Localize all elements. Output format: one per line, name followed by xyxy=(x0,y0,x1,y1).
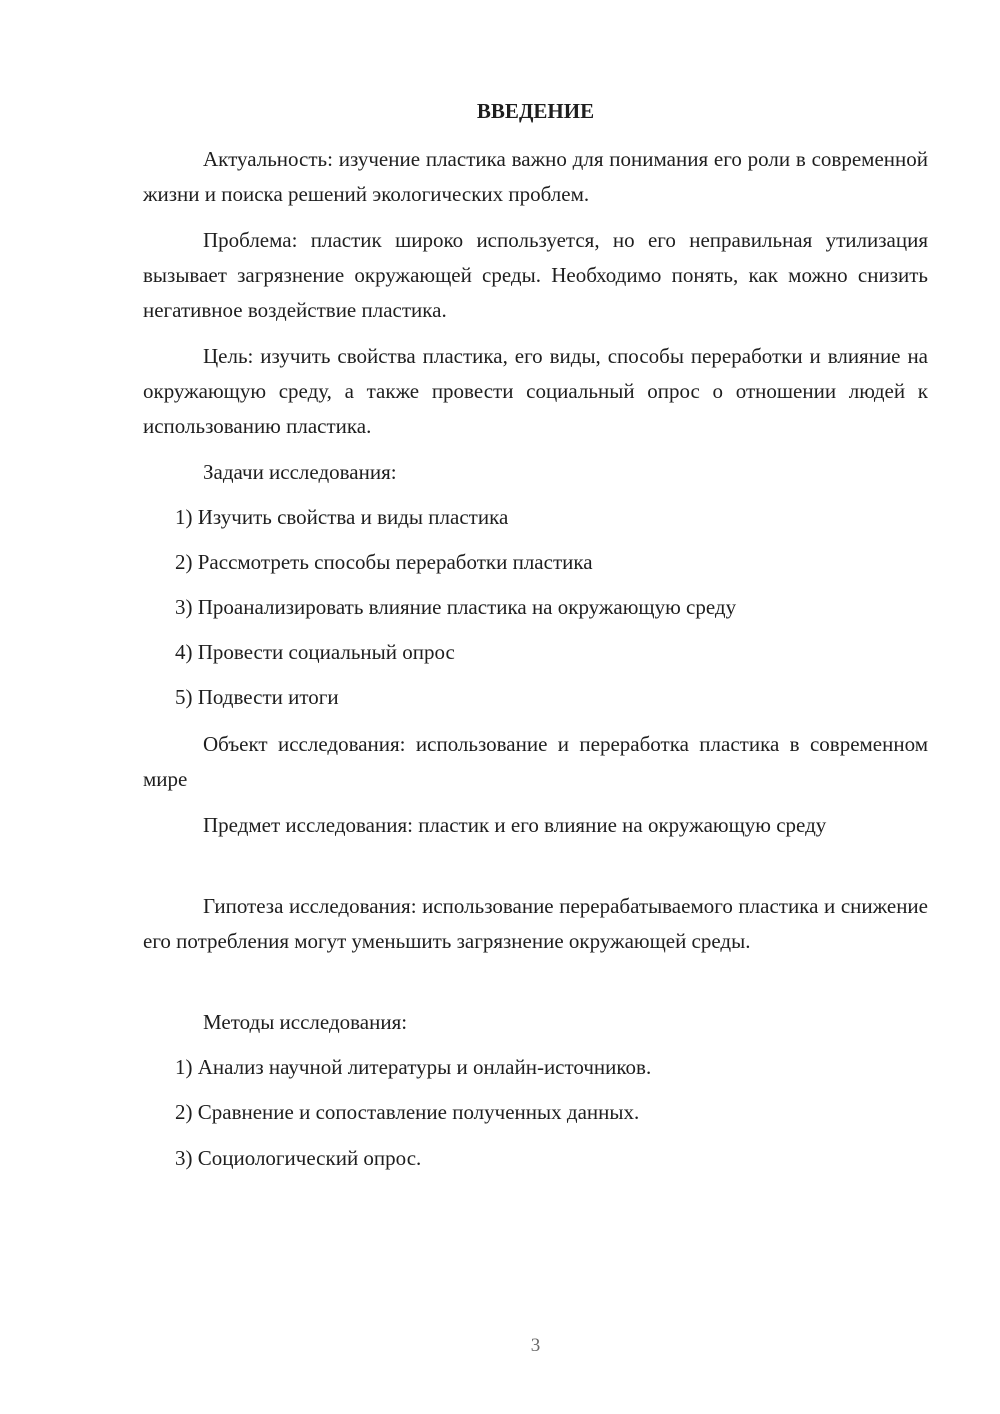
method-item: 3) Социологический опрос. xyxy=(175,1146,422,1170)
page-title: ВВЕДЕНИЕ xyxy=(476,99,595,123)
document-page xyxy=(143,0,928,1414)
method-item: 2) Сравнение и сопоставление полученных данных. xyxy=(175,1100,640,1124)
task-item: 3) Проанализировать влияние пластика на окружающую среду xyxy=(175,595,737,619)
goal-paragraph: Цель: изучить свойства пластика, его виды, способы переработки и влияние на окружающую среду, а также провести социальный опрос о отношении людей к использованию пластика. xyxy=(143,344,928,438)
page-number: 3 xyxy=(530,1335,541,1356)
methods-heading: Методы исследования: xyxy=(203,1010,408,1034)
subject-paragraph: Предмет исследования: пластик и его влияние на окружающую среду xyxy=(203,813,827,837)
problem-paragraph: Проблема: пластик широко используется, но его неправильная утилизация вызывает загрязнение окружающей среды. Необходимо понять, как можно снизить негативное воздействие пластика. xyxy=(143,228,928,322)
method-item: 1) Анализ научной литературы и онлайн-источников. xyxy=(175,1055,652,1079)
relevance-paragraph: Актуальность: изучение пластика важно для понимания его роли в современной жизни и поиска решений экологических проблем. xyxy=(143,147,928,206)
object-paragraph: Объект исследования: использование и переработка пластика в современном мире xyxy=(143,732,928,791)
task-item: 5) Подвести итоги xyxy=(175,685,339,709)
hypothesis-paragraph: Гипотеза исследования: использование перерабатываемого пластика и снижение его потребления могут уменьшить загрязнение окружающей среды. xyxy=(143,894,928,953)
task-item: 2) Рассмотреть способы переработки пластика xyxy=(175,550,593,574)
task-item: 1) Изучить свойства и виды пластика xyxy=(175,505,509,529)
task-item: 4) Провести социальный опрос xyxy=(175,640,455,664)
tasks-heading: Задачи исследования: xyxy=(203,460,397,484)
